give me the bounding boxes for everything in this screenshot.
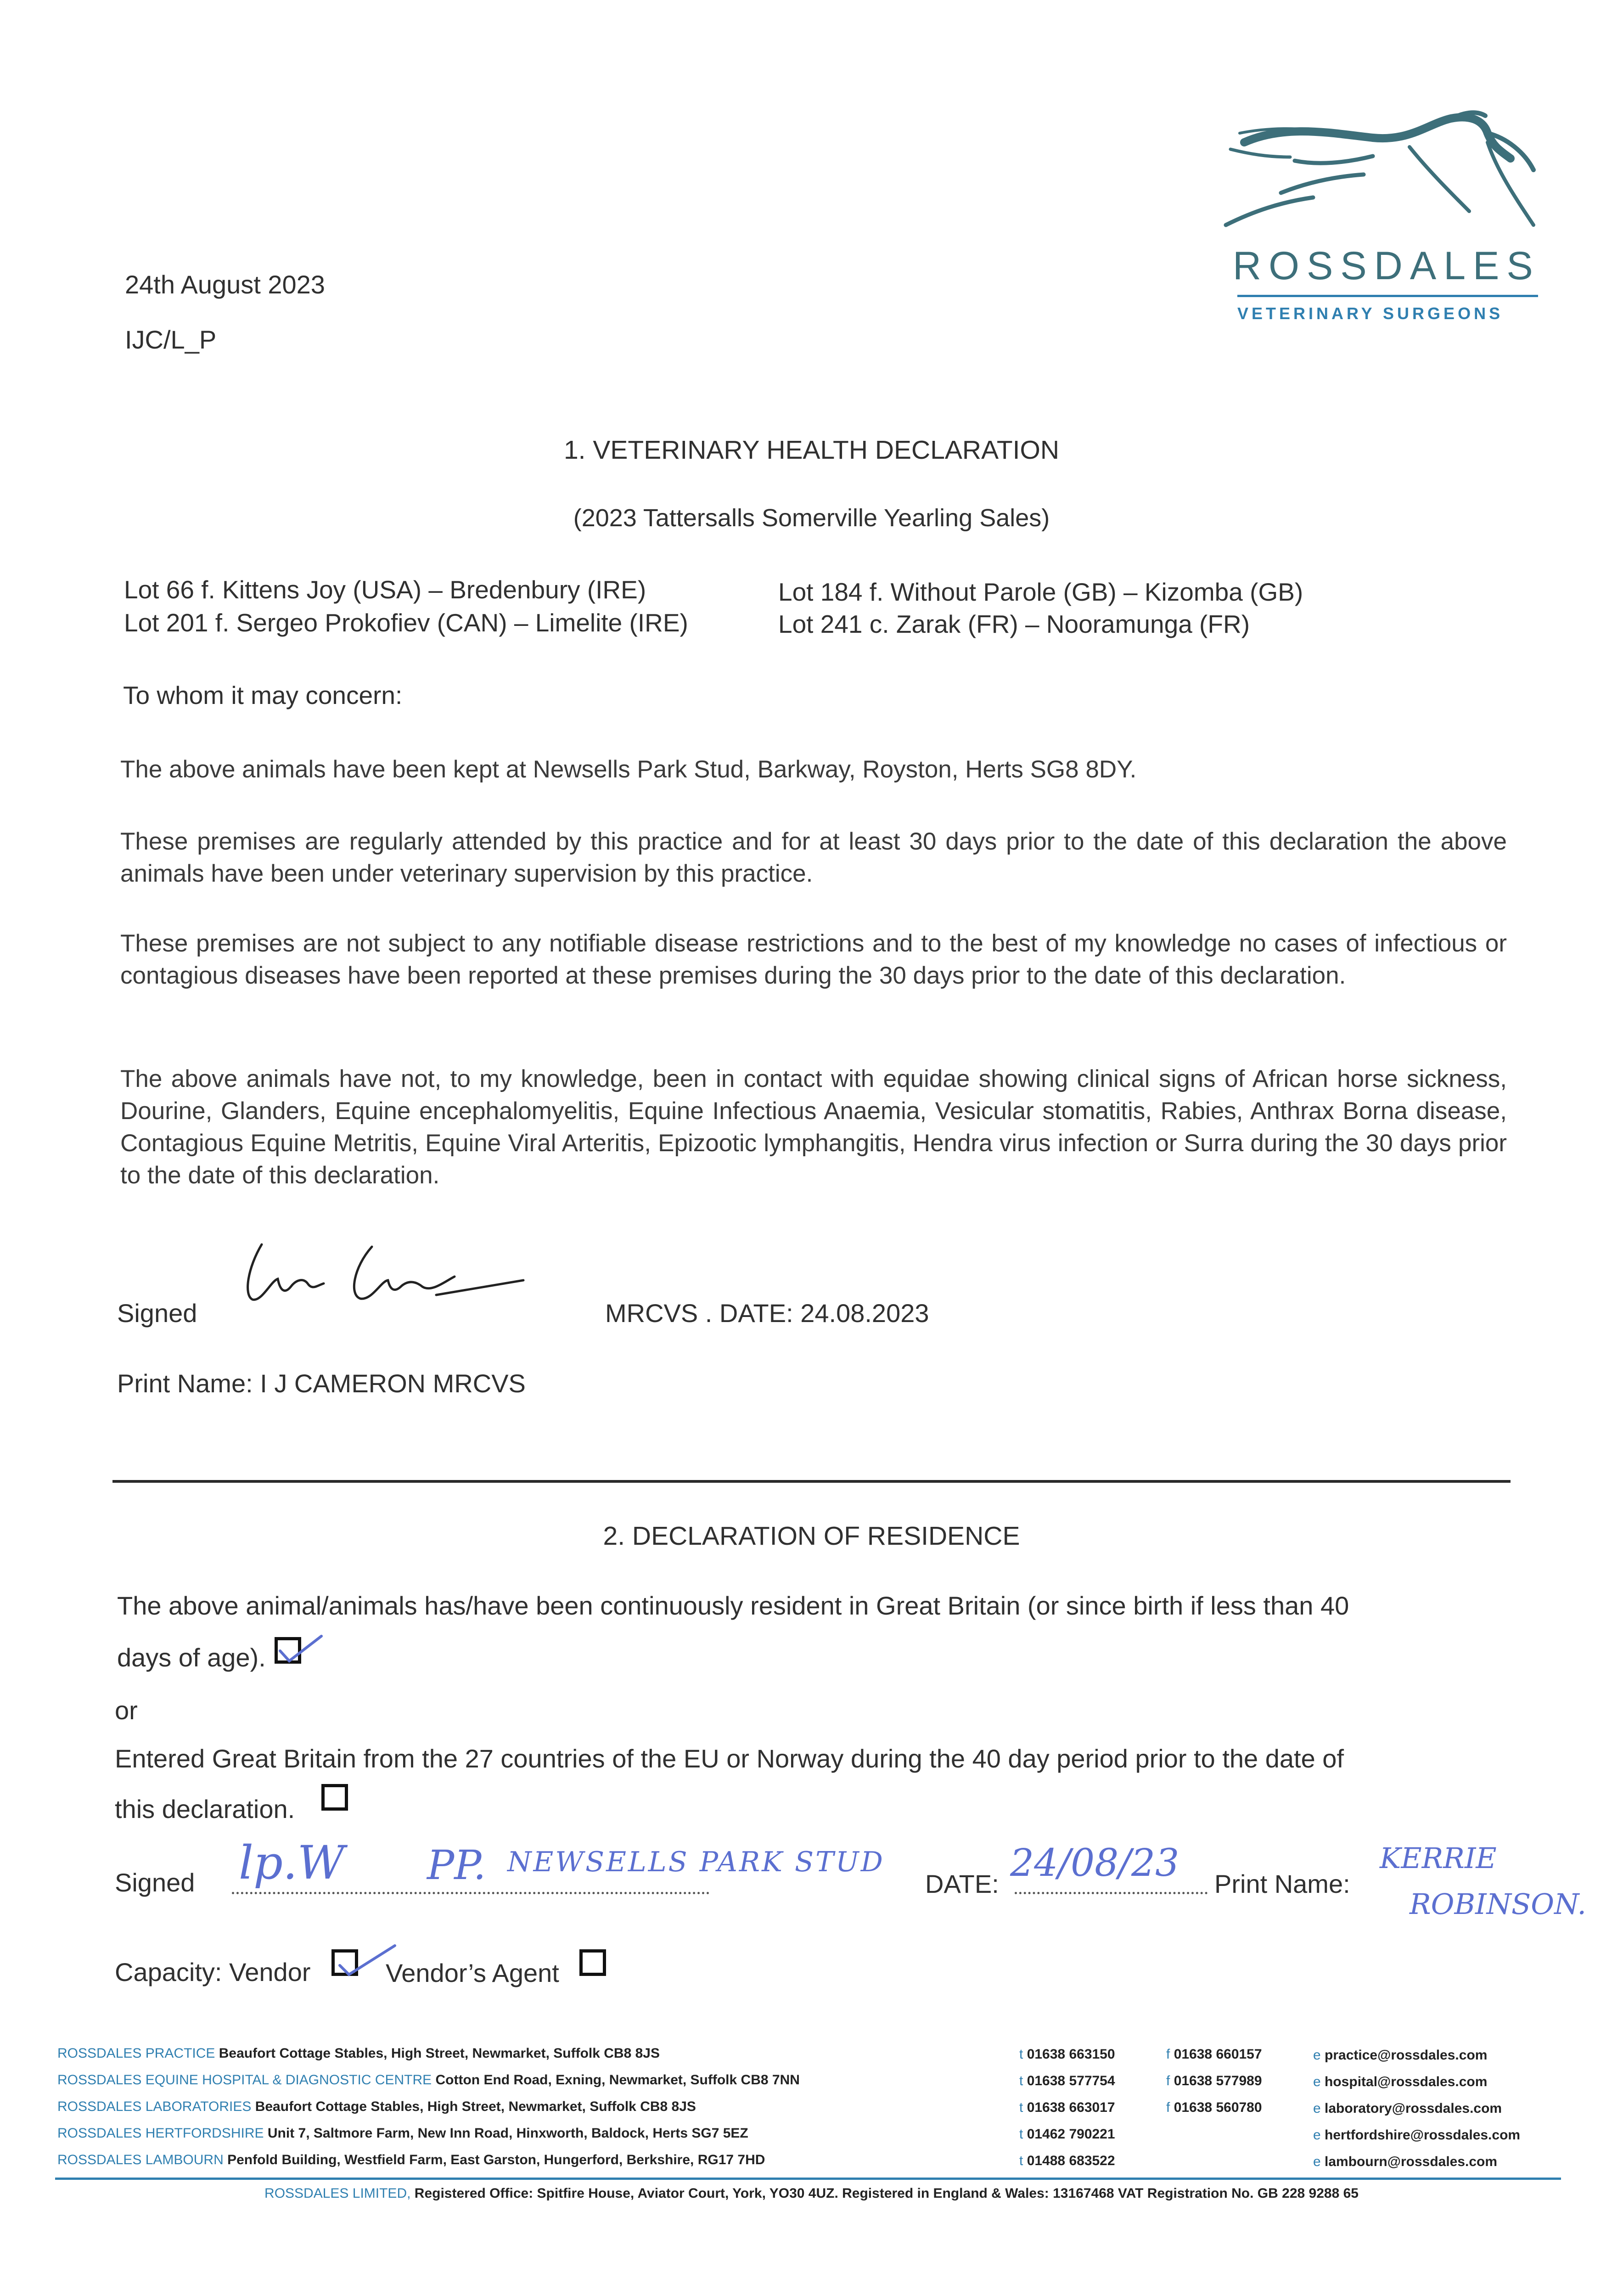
footer-fax: f 01638 660157 (1166, 2047, 1262, 2062)
footer-row: ROSSDALES LABORATORIES Beaufort Cottage Stables, High Street, Newmarket, Suffolk CB8 8JS (57, 2099, 696, 2114)
footer-tel: t 01638 663150 (1019, 2047, 1115, 2062)
reference: IJC/L_P (125, 325, 217, 354)
date-dotted-line (1015, 1892, 1207, 1894)
lot-184: Lot 184 f. Without Parole (GB) – Kizomba (GB) (778, 578, 1303, 606)
salutation: To whom it may concern: (123, 681, 403, 709)
capacity-vendor-label: Capacity: Vendor (115, 1958, 311, 1986)
handwritten-pp: PP. (427, 1841, 486, 1889)
rossdales-logo (1212, 106, 1543, 335)
paragraph-restrictions: These premises are not subject to any notifiable disease restrictions and to the best of my knowledge no cases of infectious or contagious diseases have been reported at these premises during the 30 days prior to the date of this declaration. (120, 930, 1507, 989)
footer-email[interactable]: e lambourn@rossdales.com (1313, 2154, 1498, 2169)
footer-rule (55, 2178, 1561, 2180)
or-label: or (115, 1696, 138, 1725)
paragraph-attendance: These premises are regularly attended by this practice and for at least 30 days prior to the date of this declaration the above animals have been under veterinary supervision by this practice. (120, 828, 1507, 887)
footer-row: ROSSDALES PRACTICE Beaufort Cottage Stables, High Street, Newmarket, Suffolk CB8 8JS (57, 2046, 660, 2061)
handwritten-stud: NEWSELLS PARK STUD (507, 1846, 885, 1878)
footer-tel: t 01638 663017 (1019, 2100, 1115, 2115)
mrcvs-date: MRCVS . DATE: 24.08.2023 (605, 1299, 929, 1328)
footer-row: ROSSDALES LAMBOURN Penfold Building, Westfield Farm, East Garston, Hungerford, Berkshire, RG17 7HD (57, 2152, 765, 2167)
entered-line-2: this declaration. (115, 1795, 295, 1823)
footer-fax: f 01638 577989 (1166, 2073, 1262, 2088)
footer-tel: t 01462 790221 (1019, 2127, 1115, 2142)
handwritten-initials: lp.W (239, 1836, 345, 1890)
logo-rule (1237, 295, 1538, 297)
section2-title: 2. DECLARATION OF RESIDENCE (603, 1521, 1020, 1551)
logo-subtitle: VETERINARY SURGEONS (1237, 304, 1504, 323)
footer-tel: t 01638 577754 (1019, 2073, 1115, 2088)
paragraph-contact: The above animals have not, to my knowledge, been in contact with equidae showing clinical signs of African horse sickness, Dourine, Glanders, Equine encephalomyelitis, Equine Infectious Anaemia, Vesicular stomatitis, Rabies, Anthrax Borna disease, Contagious Equine Metritis, Equine Viral Arteritis, Epizootic lymphangitis, Hendra virus infection or Surra during the 30 days prior to the date of this declaration. (120, 1065, 1507, 1189)
residence-print-name-label: Print Name: (1214, 1869, 1350, 1898)
section1-subtitle: (2023 Tattersalls Somerville Yearling Sales) (573, 504, 1050, 532)
handwritten-name-1: KERRIE (1380, 1841, 1497, 1875)
vet-signed-label: Signed (117, 1299, 197, 1328)
horse-logo-icon (1212, 106, 1543, 243)
signature-dotted-line (232, 1892, 709, 1894)
footer-row: ROSSDALES HERTFORDSHIRE Unit 7, Saltmore Farm, New Inn Road, Hinxworth, Baldock, Herts SG7 5EZ (57, 2126, 748, 2141)
vet-signature (234, 1226, 528, 1309)
footer-email[interactable]: e laboratory@rossdales.com (1313, 2101, 1502, 2116)
lot-201: Lot 201 f. Sergeo Prokofiev (CAN) – Limelite (IRE) (124, 608, 688, 637)
footer-tel: t 01488 683522 (1019, 2153, 1115, 2168)
footer-fax: f 01638 560780 (1166, 2100, 1262, 2115)
section-divider (112, 1480, 1511, 1483)
entered-line-1: Entered Great Britain from the 27 countries of the EU or Norway during the 40 day period prior to the date of (115, 1744, 1344, 1773)
entered-checkbox[interactable] (321, 1784, 348, 1811)
footer-email[interactable]: e practice@rossdales.com (1313, 2048, 1488, 2063)
footer-registration: ROSSDALES LIMITED, Registered Office: Spitfire House, Aviator Court, York, YO30 4UZ. Registered in England & Wales: 13167468 VAT Registration No. GB 228 9288 65 (264, 2186, 1359, 2201)
resident-line-2: days of age). (117, 1643, 266, 1672)
letter-date: 24th August 2023 (125, 270, 325, 299)
resident-line-1: The above animal/animals has/have been continuously resident in Great Britain (or since birth if less than 40 (117, 1591, 1349, 1620)
vendors-agent-label: Vendor’s Agent (386, 1958, 559, 1987)
section1-title: 1. VETERINARY HEALTH DECLARATION (563, 435, 1060, 465)
logo-name: ROSSDALES (1233, 244, 1540, 288)
lot-241: Lot 241 c. Zarak (FR) – Nooramunga (FR) (778, 610, 1250, 638)
lot-66: Lot 66 f. Kittens Joy (USA) – Bredenbury (IRE) (124, 575, 646, 604)
print-name: Print Name: I J CAMERON MRCVS (117, 1369, 526, 1398)
paragraph-premises: The above animals have been kept at Newsells Park Stud, Barkway, Royston, Herts SG8 8DY. (120, 756, 1137, 783)
resident-tick-icon (275, 1632, 326, 1669)
handwritten-name-2: ROBINSON. (1410, 1887, 1587, 1921)
residence-signed-label: Signed (115, 1868, 195, 1897)
footer-email[interactable]: e hospital@rossdales.com (1313, 2074, 1488, 2089)
vendors-agent-checkbox[interactable] (579, 1949, 606, 1976)
footer-email[interactable]: e hertfordshire@rossdales.com (1313, 2127, 1521, 2143)
footer-row: ROSSDALES EQUINE HOSPITAL & DIAGNOSTIC CENTRE Cotton End Road, Exning, Newmarket, Suffolk CB8 7NN (57, 2072, 800, 2088)
handwritten-date: 24/08/23 (1010, 1841, 1179, 1885)
residence-date-label: DATE: (925, 1869, 999, 1898)
